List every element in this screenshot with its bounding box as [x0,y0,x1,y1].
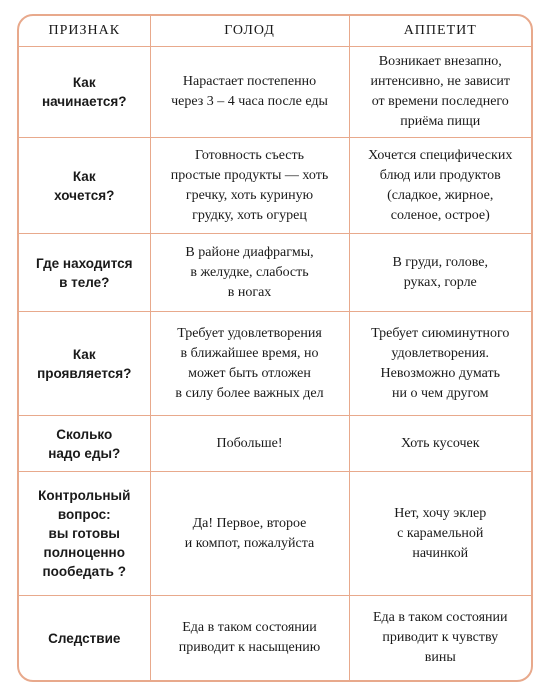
appetite-cell: Хоть кусочек [349,416,531,472]
appetite-cell: Возникает внезапно, интенсивно, не зависит от времени последнего приёма пищи [349,47,531,138]
header-row [19,16,531,47]
feature-cell: Как проявляется? [19,312,150,416]
feature-cell: Контрольный вопрос: вы готовы полноценно пообедать ? [19,472,150,596]
hunger-cell: Побольше! [150,416,349,472]
table-row [19,47,531,138]
appetite-cell: Нет, хочу эклер с карамельной начинкой [349,472,531,596]
table-row [19,312,531,416]
feature-cell: Как хочется? [19,138,150,234]
feature-cell: Как начинается? [19,47,150,138]
feature-cell: Следствие [19,596,150,680]
hunger-vs-appetite-table [19,16,531,680]
table-row [19,472,531,596]
appetite-cell: Еда в таком состоянии приводит к чувству вины [349,596,531,680]
table-row [19,596,531,680]
header-feature: ПРИЗНАК [19,16,150,47]
feature-cell: Где находится в теле? [19,234,150,312]
hunger-cell: В районе диафрагмы, в желудке, слабость в ногах [150,234,349,312]
table-row [19,234,531,312]
header-hunger: ГОЛОД [150,16,349,47]
hunger-cell: Еда в таком состоянии приводит к насыщению [150,596,349,680]
hunger-cell: Готовность съесть простые продукты — хоть гречку, хоть куриную грудку, хоть огурец [150,138,349,234]
hunger-cell: Да! Первое, второе и компот, пожалуйста [150,472,349,596]
header-appetite: АППЕТИТ [349,16,531,47]
feature-cell: Сколько надо еды? [19,416,150,472]
table-row [19,416,531,472]
hunger-cell: Нарастает постепенно через 3 – 4 часа после еды [150,47,349,138]
appetite-cell: В груди, голове, руках, горле [349,234,531,312]
table-row [19,138,531,234]
appetite-cell: Требует сиюминутного удовлетворения. Невозможно думать ни о чем другом [349,312,531,416]
comparison-table [17,14,533,682]
hunger-cell: Требует удовлетворения в ближайшее время, но может быть отложен в силу более важных дел [150,312,349,416]
appetite-cell: Хочется специфических блюд или продуктов (сладкое, жирное, соленое, острое) [349,138,531,234]
